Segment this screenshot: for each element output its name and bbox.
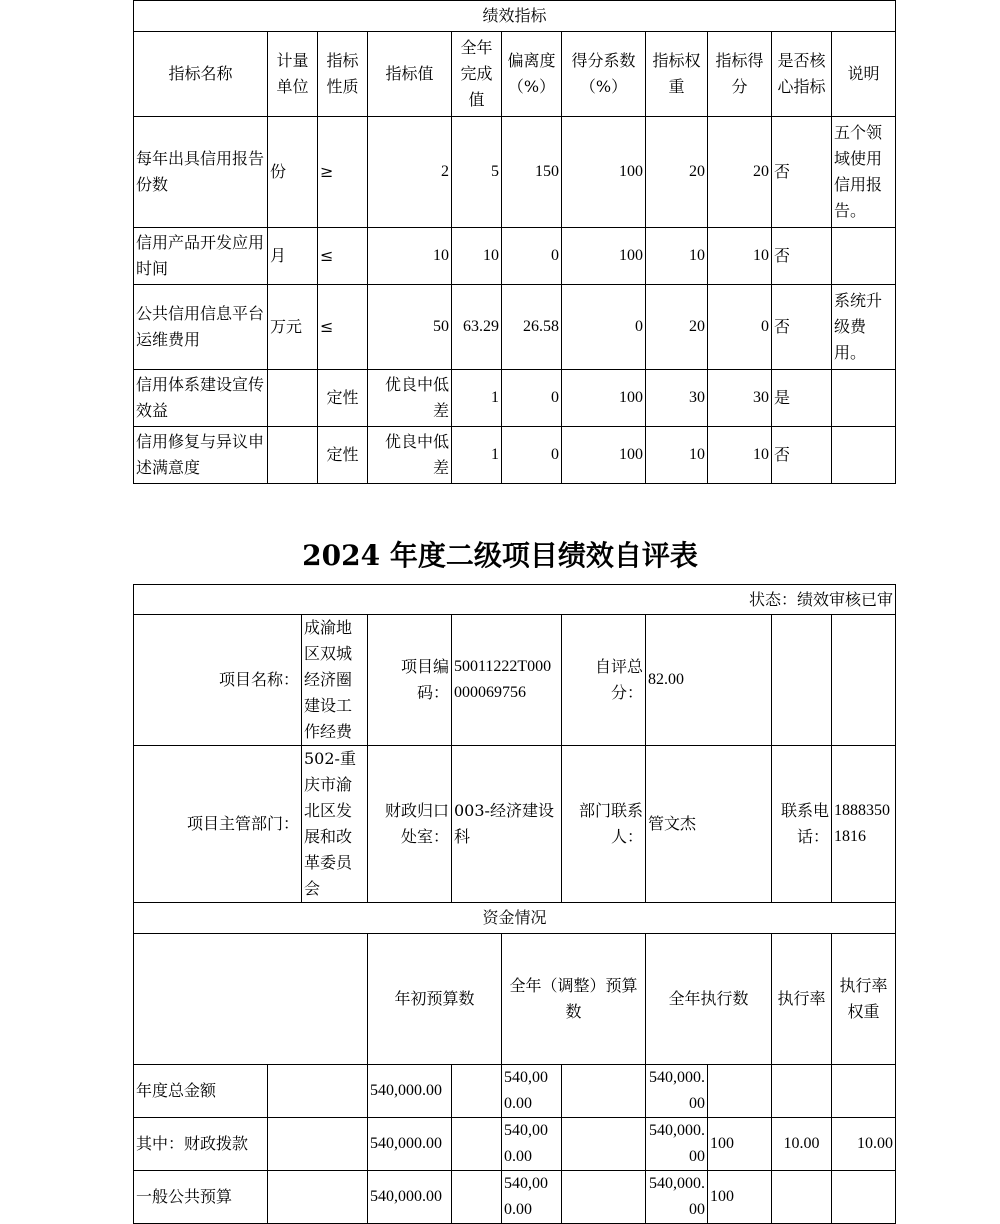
form-title: 2024 年度二级项目绩效自评表 [302,539,698,572]
note: 系统升级费用。 [832,285,896,370]
note: 五个领域使用信用报告。 [832,117,896,228]
adjusted-budget: 540,000.00 [502,1118,562,1171]
indicator-name: 信用体系建设宣传效益 [134,370,268,427]
header-cell: 年初预算数 [368,934,502,1065]
core-flag: 否 [772,228,832,285]
finance-label: 财政归口处室： [368,746,452,903]
weight: 10 [646,427,708,484]
header-cell: 偏离度（%） [502,32,562,117]
adjusted-budget: 540,000.00 [502,1065,562,1118]
nature: 定性 [318,370,368,427]
initial-budget: 540,000.00 [368,1118,452,1171]
adjusted-budget: 540,000.00 [502,1171,562,1224]
rate-score [832,1171,896,1224]
indicator-name: 每年出具信用报告份数 [134,117,268,228]
rate-score [832,1065,896,1118]
funds-row-label: 年度总金额 [134,1065,268,1118]
funds-section-title: 资金情况 [134,903,896,934]
header-cell: 执行率 [772,934,832,1065]
header-cell: 执行率权重 [832,934,896,1065]
table-row [134,228,896,285]
score: 30 [708,370,772,427]
header-cell: 全年完成值 [452,32,502,117]
phone-value: 18883501816 [832,746,896,903]
indicator-name: 信用产品开发应用时间 [134,228,268,285]
target: 50 [368,285,452,370]
rate-weight [772,1065,832,1118]
actual: 10 [452,228,502,285]
empty-cell [562,1118,646,1171]
project-name-value: 成渝地区双城经济圈建设工作经费 [302,615,368,746]
weight: 20 [646,285,708,370]
funds-header-row [134,934,896,1065]
empty-cell [452,1065,502,1118]
unit: 月 [268,228,318,285]
header-cell: 指标权重 [646,32,708,117]
note [832,427,896,484]
nature: ≤ [318,285,368,370]
empty-cell [772,615,832,746]
target: 优良中低差 [368,427,452,484]
deviation: 0 [502,370,562,427]
coefficient: 100 [562,228,646,285]
table-row [134,1171,896,1224]
empty-cell [268,1118,368,1171]
table-row [134,427,896,484]
coefficient: 100 [562,117,646,228]
empty-cell [562,1065,646,1118]
header-cell: 计量单位 [268,32,318,117]
header-cell: 指标得分 [708,32,772,117]
empty-cell [452,1118,502,1171]
header-cell: 全年执行数 [646,934,772,1065]
funds-row-label: 其中：财政拨款 [134,1118,268,1171]
project-info-row [134,615,896,746]
execution-rate: 100 [708,1171,772,1224]
coefficient: 0 [562,285,646,370]
executed-amount: 540,000.00 [646,1065,708,1118]
header-cell: 是否核心指标 [772,32,832,117]
performance-indicator-table [133,0,896,484]
coefficient: 100 [562,427,646,484]
weight: 10 [646,228,708,285]
section-title: 绩效指标 [134,1,896,32]
executed-amount: 540,000.00 [646,1118,708,1171]
execution-rate: 100 [708,1118,772,1171]
target: 10 [368,228,452,285]
nature: ≤ [318,228,368,285]
rate-weight: 10.00 [772,1118,832,1171]
coefficient: 100 [562,370,646,427]
core-flag: 否 [772,427,832,484]
dept-value: 502-重庆市渝北区发展和改革委员会 [302,746,368,903]
deviation: 0 [502,228,562,285]
deviation: 0 [502,427,562,484]
status-text: 状态：绩效审核已审 [134,585,896,615]
nature: 定性 [318,427,368,484]
unit [268,370,318,427]
empty-cell [832,615,896,746]
table-row [134,1118,896,1171]
table-row [134,1065,896,1118]
project-code-label: 项目编码： [368,615,452,746]
self-score-value: 82.00 [646,615,772,746]
funds-row-label: 一般公共预算 [134,1171,268,1224]
unit: 万元 [268,285,318,370]
header-cell: 指标值 [368,32,452,117]
nature: ≥ [318,117,368,228]
rate-score: 10.00 [832,1118,896,1171]
header-cell: 得分系数（%） [562,32,646,117]
note [832,370,896,427]
empty-cell [268,1171,368,1224]
self-evaluation-form-table [133,584,896,1224]
empty-cell [562,1171,646,1224]
execution-rate [708,1065,772,1118]
header-cell: 指标性质 [318,32,368,117]
department-row [134,746,896,903]
header-row [134,32,896,117]
actual: 5 [452,117,502,228]
deviation: 150 [502,117,562,228]
unit: 份 [268,117,318,228]
executed-amount: 540,000.00 [646,1171,708,1224]
actual: 63.29 [452,285,502,370]
note [832,228,896,285]
project-code-value: 50011222T000000069756 [452,615,562,746]
contact-label: 部门联系人： [562,746,646,903]
header-cell: 全年（调整）预算数 [502,934,646,1065]
core-flag: 否 [772,285,832,370]
target: 2 [368,117,452,228]
finance-value: 003-经济建设科 [452,746,562,903]
weight: 20 [646,117,708,228]
actual: 1 [452,370,502,427]
target: 优良中低差 [368,370,452,427]
empty-cell [134,934,368,1065]
core-flag: 否 [772,117,832,228]
indicator-name: 信用修复与异议申述满意度 [134,427,268,484]
phone-label: 联系电话： [772,746,832,903]
header-cell: 说明 [832,32,896,117]
actual: 1 [452,427,502,484]
dept-label: 项目主管部门： [134,746,302,903]
header-cell: 指标名称 [134,32,268,117]
initial-budget: 540,000.00 [368,1171,452,1224]
self-score-label: 自评总分： [562,615,646,746]
project-name-label: 项目名称： [134,615,302,746]
table-row [134,285,896,370]
weight: 30 [646,370,708,427]
table-row [134,370,896,427]
core-flag: 是 [772,370,832,427]
contact-value: 管文杰 [646,746,772,903]
empty-cell [452,1171,502,1224]
deviation: 26.58 [502,285,562,370]
table-row [134,117,896,228]
initial-budget: 540,000.00 [368,1065,452,1118]
score: 10 [708,427,772,484]
unit [268,427,318,484]
score: 20 [708,117,772,228]
empty-cell [268,1065,368,1118]
score: 10 [708,228,772,285]
indicator-name: 公共信用信息平台运维费用 [134,285,268,370]
score: 0 [708,285,772,370]
rate-weight [772,1171,832,1224]
